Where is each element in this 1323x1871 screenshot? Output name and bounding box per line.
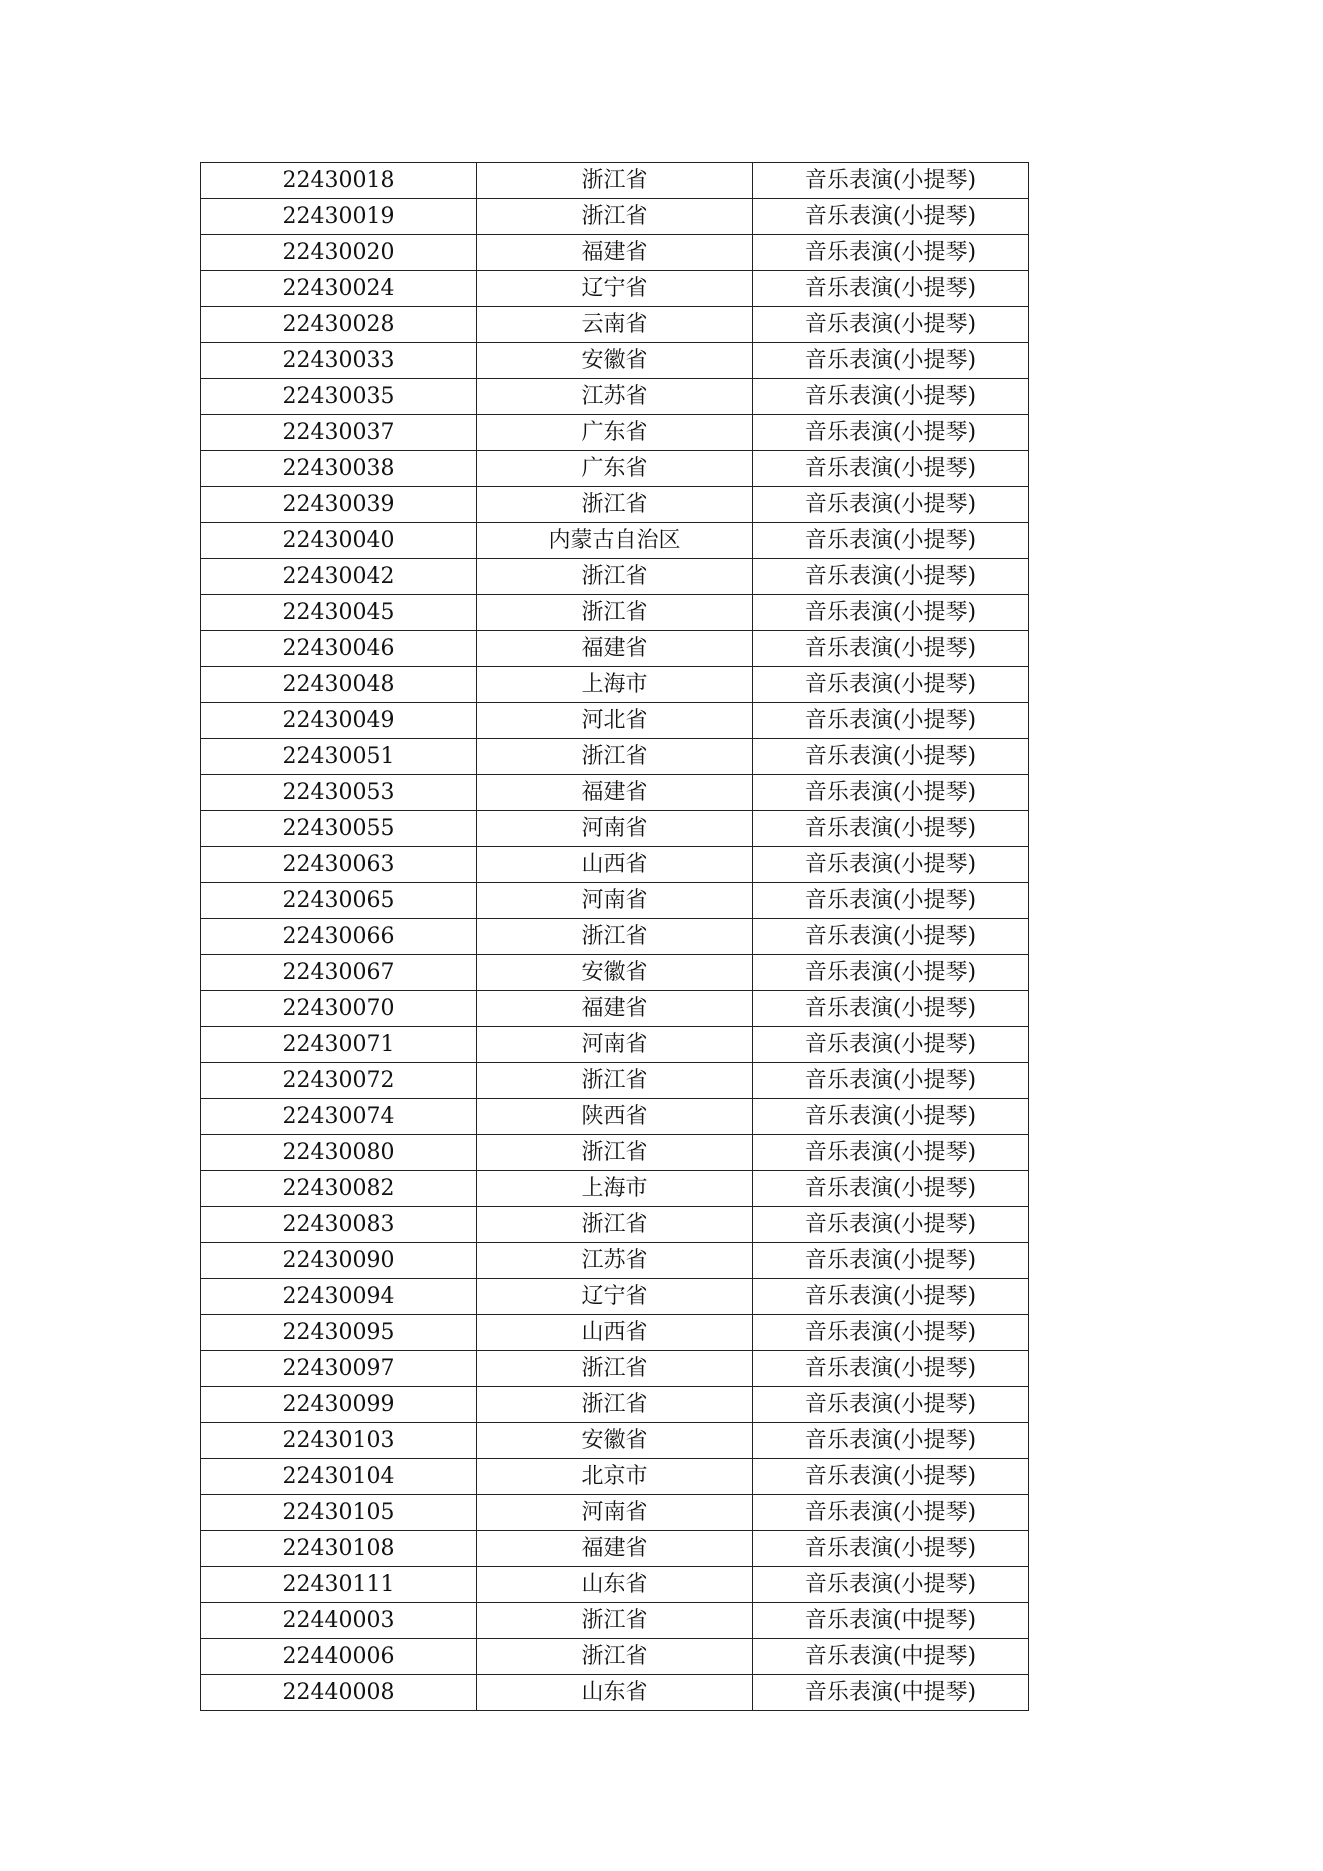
- table-row: [201, 1099, 1029, 1135]
- province-cell: 河南省: [477, 883, 753, 919]
- province-cell: 江苏省: [477, 379, 753, 415]
- province-cell: 安徽省: [477, 1423, 753, 1459]
- student-id-cell: 22430071: [201, 1027, 477, 1063]
- table-row: [201, 1423, 1029, 1459]
- table-row: [201, 199, 1029, 235]
- student-id-cell: 22430019: [201, 199, 477, 235]
- table-row: [201, 703, 1029, 739]
- student-id-cell: 22430037: [201, 415, 477, 451]
- province-cell: 福建省: [477, 1531, 753, 1567]
- table-row: [201, 1351, 1029, 1387]
- major-cell: 音乐表演(小提琴): [753, 1243, 1029, 1279]
- student-id-cell: 22430053: [201, 775, 477, 811]
- province-cell: 浙江省: [477, 559, 753, 595]
- table-row: [201, 631, 1029, 667]
- table-row: [201, 1315, 1029, 1351]
- student-id-cell: 22430104: [201, 1459, 477, 1495]
- province-cell: 北京市: [477, 1459, 753, 1495]
- table-row: [201, 883, 1029, 919]
- table-row: [201, 1639, 1029, 1675]
- province-cell: 福建省: [477, 631, 753, 667]
- province-cell: 浙江省: [477, 163, 753, 199]
- major-cell: 音乐表演(中提琴): [753, 1639, 1029, 1675]
- province-cell: 江苏省: [477, 1243, 753, 1279]
- province-cell: 浙江省: [477, 1387, 753, 1423]
- table-row: [201, 271, 1029, 307]
- major-cell: 音乐表演(小提琴): [753, 595, 1029, 631]
- table-row: [201, 919, 1029, 955]
- major-cell: 音乐表演(小提琴): [753, 739, 1029, 775]
- student-id-cell: 22430051: [201, 739, 477, 775]
- major-cell: 音乐表演(小提琴): [753, 811, 1029, 847]
- student-id-cell: 22430020: [201, 235, 477, 271]
- table-row: [201, 1387, 1029, 1423]
- major-cell: 音乐表演(小提琴): [753, 775, 1029, 811]
- province-cell: 浙江省: [477, 487, 753, 523]
- major-cell: 音乐表演(小提琴): [753, 415, 1029, 451]
- major-cell: 音乐表演(小提琴): [753, 955, 1029, 991]
- student-id-cell: 22430111: [201, 1567, 477, 1603]
- student-id-cell: 22430033: [201, 343, 477, 379]
- table-row: [201, 811, 1029, 847]
- student-id-cell: 22430035: [201, 379, 477, 415]
- province-cell: 浙江省: [477, 1135, 753, 1171]
- major-cell: 音乐表演(小提琴): [753, 1027, 1029, 1063]
- table-row: [201, 1675, 1029, 1711]
- roster-table-body: [201, 163, 1029, 1711]
- province-cell: 内蒙古自治区: [477, 523, 753, 559]
- student-id-cell: 22430103: [201, 1423, 477, 1459]
- major-cell: 音乐表演(小提琴): [753, 559, 1029, 595]
- student-id-cell: 22430055: [201, 811, 477, 847]
- student-id-cell: 22430090: [201, 1243, 477, 1279]
- student-id-cell: 22430108: [201, 1531, 477, 1567]
- province-cell: 河南省: [477, 1027, 753, 1063]
- major-cell: 音乐表演(小提琴): [753, 1351, 1029, 1387]
- student-id-cell: 22430018: [201, 163, 477, 199]
- student-id-cell: 22430048: [201, 667, 477, 703]
- major-cell: 音乐表演(小提琴): [753, 1135, 1029, 1171]
- student-id-cell: 22430072: [201, 1063, 477, 1099]
- table-row: [201, 775, 1029, 811]
- province-cell: 安徽省: [477, 955, 753, 991]
- province-cell: 浙江省: [477, 739, 753, 775]
- province-cell: 福建省: [477, 991, 753, 1027]
- major-cell: 音乐表演(小提琴): [753, 883, 1029, 919]
- province-cell: 浙江省: [477, 1351, 753, 1387]
- student-id-cell: 22430063: [201, 847, 477, 883]
- table-row: [201, 307, 1029, 343]
- student-id-cell: 22430082: [201, 1171, 477, 1207]
- table-row: [201, 1243, 1029, 1279]
- table-row: [201, 1279, 1029, 1315]
- student-id-cell: 22430049: [201, 703, 477, 739]
- table-row: [201, 1495, 1029, 1531]
- major-cell: 音乐表演(小提琴): [753, 1531, 1029, 1567]
- table-row: [201, 163, 1029, 199]
- province-cell: 浙江省: [477, 919, 753, 955]
- province-cell: 广东省: [477, 451, 753, 487]
- major-cell: 音乐表演(小提琴): [753, 271, 1029, 307]
- student-id-cell: 22430099: [201, 1387, 477, 1423]
- table-row: [201, 523, 1029, 559]
- table-row: [201, 379, 1029, 415]
- table-row: [201, 991, 1029, 1027]
- table-row: [201, 1135, 1029, 1171]
- major-cell: 音乐表演(小提琴): [753, 703, 1029, 739]
- table-row: [201, 235, 1029, 271]
- major-cell: 音乐表演(小提琴): [753, 1171, 1029, 1207]
- student-id-cell: 22430028: [201, 307, 477, 343]
- table-row: [201, 595, 1029, 631]
- major-cell: 音乐表演(小提琴): [753, 1207, 1029, 1243]
- major-cell: 音乐表演(小提琴): [753, 847, 1029, 883]
- table-row: [201, 1603, 1029, 1639]
- table-row: [201, 1063, 1029, 1099]
- student-id-cell: 22430080: [201, 1135, 477, 1171]
- major-cell: 音乐表演(小提琴): [753, 991, 1029, 1027]
- table-row: [201, 1171, 1029, 1207]
- major-cell: 音乐表演(小提琴): [753, 1459, 1029, 1495]
- student-id-cell: 22430040: [201, 523, 477, 559]
- table-row: [201, 739, 1029, 775]
- table-row: [201, 667, 1029, 703]
- table-row: [201, 1027, 1029, 1063]
- province-cell: 河南省: [477, 811, 753, 847]
- province-cell: 辽宁省: [477, 271, 753, 307]
- table-row: [201, 1531, 1029, 1567]
- province-cell: 浙江省: [477, 1639, 753, 1675]
- table-row: [201, 955, 1029, 991]
- major-cell: 音乐表演(小提琴): [753, 1099, 1029, 1135]
- table-row: [201, 559, 1029, 595]
- student-id-cell: 22440008: [201, 1675, 477, 1711]
- province-cell: 浙江省: [477, 595, 753, 631]
- province-cell: 福建省: [477, 235, 753, 271]
- student-id-cell: 22430105: [201, 1495, 477, 1531]
- student-id-cell: 22440006: [201, 1639, 477, 1675]
- major-cell: 音乐表演(小提琴): [753, 1315, 1029, 1351]
- province-cell: 上海市: [477, 1171, 753, 1207]
- student-id-cell: 22430045: [201, 595, 477, 631]
- major-cell: 音乐表演(小提琴): [753, 235, 1029, 271]
- major-cell: 音乐表演(小提琴): [753, 379, 1029, 415]
- major-cell: 音乐表演(小提琴): [753, 1423, 1029, 1459]
- major-cell: 音乐表演(小提琴): [753, 1279, 1029, 1315]
- province-cell: 浙江省: [477, 1603, 753, 1639]
- major-cell: 音乐表演(小提琴): [753, 487, 1029, 523]
- province-cell: 河北省: [477, 703, 753, 739]
- table-row: [201, 415, 1029, 451]
- province-cell: 山西省: [477, 847, 753, 883]
- major-cell: 音乐表演(中提琴): [753, 1603, 1029, 1639]
- table-row: [201, 1567, 1029, 1603]
- province-cell: 山西省: [477, 1315, 753, 1351]
- major-cell: 音乐表演(小提琴): [753, 199, 1029, 235]
- province-cell: 上海市: [477, 667, 753, 703]
- province-cell: 安徽省: [477, 343, 753, 379]
- major-cell: 音乐表演(小提琴): [753, 1495, 1029, 1531]
- province-cell: 浙江省: [477, 1063, 753, 1099]
- student-id-cell: 22430097: [201, 1351, 477, 1387]
- student-id-cell: 22430067: [201, 955, 477, 991]
- student-id-cell: 22430094: [201, 1279, 477, 1315]
- province-cell: 广东省: [477, 415, 753, 451]
- major-cell: 音乐表演(中提琴): [753, 1675, 1029, 1711]
- table-row: [201, 451, 1029, 487]
- student-id-cell: 22430074: [201, 1099, 477, 1135]
- student-id-cell: 22430083: [201, 1207, 477, 1243]
- table-row: [201, 343, 1029, 379]
- table-row: [201, 1207, 1029, 1243]
- province-cell: 浙江省: [477, 199, 753, 235]
- student-id-cell: 22430066: [201, 919, 477, 955]
- province-cell: 山东省: [477, 1567, 753, 1603]
- major-cell: 音乐表演(小提琴): [753, 307, 1029, 343]
- table-row: [201, 847, 1029, 883]
- province-cell: 陕西省: [477, 1099, 753, 1135]
- major-cell: 音乐表演(小提琴): [753, 1387, 1029, 1423]
- province-cell: 云南省: [477, 307, 753, 343]
- major-cell: 音乐表演(小提琴): [753, 523, 1029, 559]
- student-roster-table: [200, 162, 1029, 1711]
- student-id-cell: 22430046: [201, 631, 477, 667]
- student-id-cell: 22440003: [201, 1603, 477, 1639]
- table-row: [201, 487, 1029, 523]
- major-cell: 音乐表演(小提琴): [753, 451, 1029, 487]
- student-id-cell: 22430065: [201, 883, 477, 919]
- student-id-cell: 22430095: [201, 1315, 477, 1351]
- student-id-cell: 22430070: [201, 991, 477, 1027]
- province-cell: 辽宁省: [477, 1279, 753, 1315]
- province-cell: 福建省: [477, 775, 753, 811]
- student-id-cell: 22430039: [201, 487, 477, 523]
- table-row: [201, 1459, 1029, 1495]
- student-id-cell: 22430024: [201, 271, 477, 307]
- major-cell: 音乐表演(小提琴): [753, 667, 1029, 703]
- major-cell: 音乐表演(小提琴): [753, 1063, 1029, 1099]
- major-cell: 音乐表演(小提琴): [753, 1567, 1029, 1603]
- student-id-cell: 22430038: [201, 451, 477, 487]
- major-cell: 音乐表演(小提琴): [753, 343, 1029, 379]
- student-id-cell: 22430042: [201, 559, 477, 595]
- province-cell: 浙江省: [477, 1207, 753, 1243]
- major-cell: 音乐表演(小提琴): [753, 163, 1029, 199]
- province-cell: 山东省: [477, 1675, 753, 1711]
- major-cell: 音乐表演(小提琴): [753, 631, 1029, 667]
- province-cell: 河南省: [477, 1495, 753, 1531]
- major-cell: 音乐表演(小提琴): [753, 919, 1029, 955]
